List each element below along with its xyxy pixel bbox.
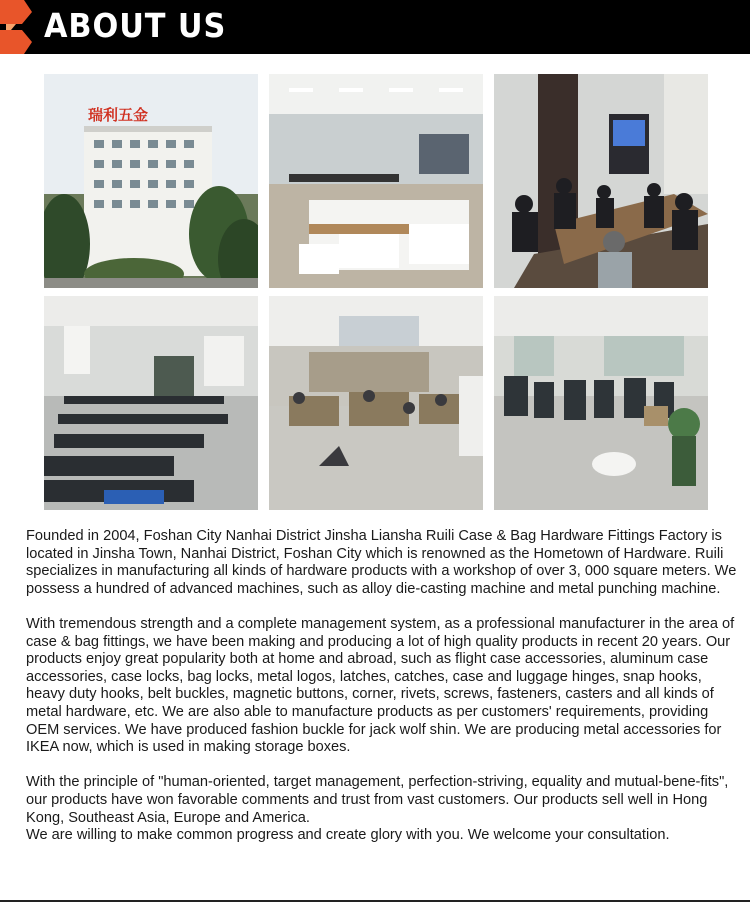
meeting-room-photo [494,74,708,288]
factory-building-photo [44,74,258,288]
company-logo-icon [0,0,36,54]
bottom-divider [0,900,750,902]
page-title: ABOUT US [44,6,227,45]
about-us-description [26,528,738,845]
intro-paragraph: Founded in 2004, Foshan City Nanhai District Jinsha Liansha Ruili Case & Bag Hardware Fittings Factory is located in Jinsha Town, Nanhai District, Foshan City which is renowned as the Hometown of Hardware. Ruili specializes in manufacturing all kinds of hardware products with a workshop of over 3, 000 square meters. We possess a hundred of advanced machines, such as alloy die-casting machine and metal punching machine. [26,528,737,597]
factory-sign: 瑞利五金 [88,106,149,124]
punching-machine-workshop-photo [494,296,708,510]
about-us-banner [0,0,750,54]
principle-paragraph: With the principle of "human-oriented, target management, perfection-striving, equality and mutual-bene-fits", our products have won favorable comments and trust from vast customers. Our products sell well in Hong Kong, Southeast Asia, Europe and America. [26,774,729,826]
office-area-photo [269,74,483,288]
strength-paragraph: With tremendous strength and a complete management system, as a professional manufacturer in the area of case & bag fittings, we have been making and producing a lot of high quality products in recent 20 years. Our products enjoy great popularity both at home and abroad, such as flight case accessories, aluminum case accessories, case locks, bag locks, metal logos, latches, catches, case and luggage hinges, snap hooks, heavy duty hooks, belt buckles, magnetic buttons, corner, rivets, screws, fasteners, casters and all kinds of metal hardware, etc. We are also able to manufacture products as per customers' requirements, providing OEM services. We have produced fashion buckle for jack wolf shin. We are producing metal accessories for IKEA now, which is used in making storage boxes. [26,615,735,756]
warehouse-floor-photo [44,296,258,510]
closing-paragraph: We are willing to make common progress and create glory with you. We welcome your consultation. [26,827,670,844]
assembly-workshop-photo [269,296,483,510]
